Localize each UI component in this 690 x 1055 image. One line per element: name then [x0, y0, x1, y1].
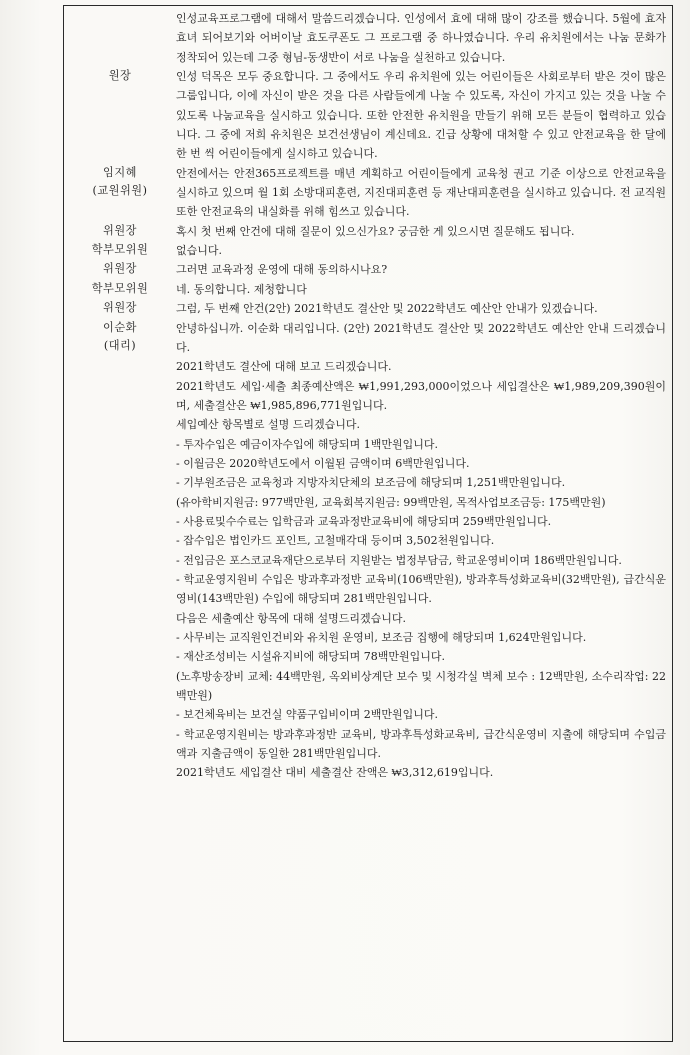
speech-text [176, 222, 674, 241]
speaker-name [64, 241, 176, 259]
speaker-name [64, 67, 176, 85]
speech-text [176, 299, 674, 318]
minutes-entry [64, 280, 674, 299]
speech-paragraph: - 학교운영지원비는 방과후과정반 교육비, 방과후특성화교육비, 급간식운영비 지출에 해당되며 수입금액과 지출금액이 동일한 281백만원입니다. [176, 727, 666, 761]
speaker-label: 위원장 [103, 301, 137, 315]
speech-paragraph: 네. 동의합니다. 제청합니다 [176, 282, 307, 296]
speech-paragraph: - 사무비는 교직원인건비와 유치원 운영비, 보조금 집행에 해당되며 1,624만원입니다. [176, 631, 587, 644]
minutes-rows [64, 9, 674, 783]
speech-paragraph: - 재산조성비는 시설유지비에 해당되며 78백만원입니다. [176, 650, 445, 664]
minutes-entry [64, 319, 674, 783]
speech-paragraph: - 보건체육비는 보건실 약품구입비이며 2백만원입니다. [176, 708, 438, 722]
speech-paragraph: 안전에서는 안전365프로젝트를 매년 계획하고 어린이들에게 교육청 권고 기준 이상으로 안전교육을 실시하고 있으며 월 1회 소방대피훈련, 지진대피훈련 등 재난대피훈련을 실시하고 있습니다. 전 교직원 또한 안전교육의 내실화를 위해 힘쓰고 있습니다. [176, 166, 666, 219]
speech-paragraph: - 이월금은 2020학년도에서 이월된 금액이며 6백만원입니다. [176, 456, 470, 470]
speech-text [176, 67, 674, 164]
speech-paragraph: 그러면 교육과정 운영에 대해 동의하시나요? [176, 263, 388, 277]
speech-paragraph: - 투자수입은 예금이자수입에 해당되며 1백만원입니다. [176, 437, 438, 451]
minutes-entry [64, 299, 674, 318]
speaker-name [64, 299, 176, 317]
speech-paragraph: (노후방송장비 교체: 44백만원, 옥외비상계단 보수 및 시청각실 벽체 보수 : 12백만원, 소수리작업: 22백만원) [176, 669, 666, 703]
speaker-label: 임지혜 [103, 165, 137, 179]
minutes-entry [64, 164, 674, 222]
speaker-name [64, 164, 176, 200]
minutes-table [63, 5, 673, 1042]
minutes-entry [64, 241, 674, 260]
speech-paragraph: - 기부원조금은 교육청과 지방자치단체의 보조금에 해당되며 1,251백만원입니다. [176, 476, 566, 490]
speech-paragraph: 없습니다. [176, 244, 223, 258]
speech-paragraph: - 사용료및수수료는 입학금과 교육과정반교육비에 해당되며 259백만원입니다. [176, 514, 552, 528]
speech-paragraph: 안녕하십니까. 이순화 대리입니다. (2안) 2021학년도 결산안 및 2022학년도 예산안 안내 드리겠습니다. [176, 321, 666, 354]
speech-paragraph: 2021학년도 세입·세출 최종예산액은 ₩1,991,293,000이었으나 세입결산은 ₩1,989,209,390원이며, 세출결산은 ₩1,985,896,771원입니다. [176, 379, 666, 412]
speech-paragraph: 인성 덕목은 모두 중요합니다. 그 중에서도 우리 유치원에 있는 어린이들은 사회로부터 받은 것이 많은 그룹입니다, 이에 자신이 받은 것을 다른 사람들에게 나눌 수 있도록, 자신이 가지고 있는 것을 나눌 수 있도록 나눔교육을 실시하고 있습니다. 또한 안전한 유치원을 만들기 위해 모든 분들이 협력하고 있습니다. 그 중에 저희 유치원은 보건선생님이 계신데요. 긴급 상황에 대처할 수 있고 안전교육을 한 달에 한 번 씩 어린이들에게 실시하고 있습니다. [176, 70, 666, 161]
speaker-label: 위원장 [103, 223, 137, 237]
speaker-label: 원장 [108, 69, 132, 83]
speech-paragraph: 혹시 첫 번째 안건에 대해 질문이 있으신가요? 궁금한 게 있으시면 질문해도 됩니다. [176, 224, 575, 238]
speaker-label: (교원위원) [92, 183, 148, 197]
speaker-name [64, 280, 176, 298]
speech-paragraph: 인성교육프로그램에 대해서 말씀드리겠습니다. 인성에서 효에 대해 많이 강조를 했습니다. 5월에 효자효녀 되어보기와 어버이날 효도쿠폰도 그 프로그램 중 하나였습니다. 우리 유치원에서는 나눔 문화가 정착되어 있는데 그중 형님-동생반이 서로 나눔을 실천하고 있습니다. [176, 12, 666, 64]
speaker-name [64, 319, 176, 355]
speech-paragraph: 2021학년도 결산에 대해 보고 드리겠습니다. [176, 360, 392, 374]
speech-paragraph: - 학교운영지원비 수입은 방과후과정반 교육비(106백만원), 방과후특성화교육비(32백만원), 급간식운영비(143백만원) 수입에 해당되며 281백만원입니다. [176, 572, 666, 606]
speaker-name [64, 222, 176, 240]
speaker-label: 학부모위원 [91, 281, 149, 295]
speech-text [176, 164, 674, 222]
speaker-label: 학부모위원 [91, 243, 149, 257]
speaker-label: (대리) [103, 338, 137, 352]
speech-paragraph: - 잡수입은 법인카드 포인트, 고철매각대 등이며 3,502천원입니다. [176, 534, 495, 548]
speech-text [176, 241, 674, 260]
speech-text [176, 9, 674, 67]
speech-text [176, 260, 674, 279]
speaker-label: 위원장 [103, 262, 137, 276]
speaker-label: 이순화 [103, 320, 137, 334]
minutes-entry [64, 9, 674, 67]
minutes-entry [64, 222, 674, 241]
speech-text [176, 280, 674, 299]
speech-paragraph: 2021학년도 세입결산 대비 세출결산 잔액은 ₩3,312,619입니다. [176, 766, 494, 780]
speech-paragraph: 세입예산 항목별로 설명 드리겠습니다. [176, 418, 361, 432]
speech-paragraph: - 전입금은 포스코교육재단으로부터 지원받는 법정부담금, 학교운영비이며 186백만원입니다. [176, 553, 622, 567]
speech-paragraph: 그럼, 두 번째 안건(2안) 2021학년도 결산안 및 2022학년도 예산안 안내가 있겠습니다. [176, 302, 598, 316]
speech-text [176, 319, 674, 783]
speaker-name [64, 260, 176, 278]
speech-paragraph: 다음은 세출예산 항목에 대해 설명드리겠습니다. [176, 611, 407, 625]
minutes-entry [64, 260, 674, 279]
speech-paragraph: (유아학비지원금: 977백만원, 교육회복지원금: 99백만원, 목적사업보조금등: 175백만원) [176, 495, 606, 509]
minutes-entry [64, 67, 674, 164]
